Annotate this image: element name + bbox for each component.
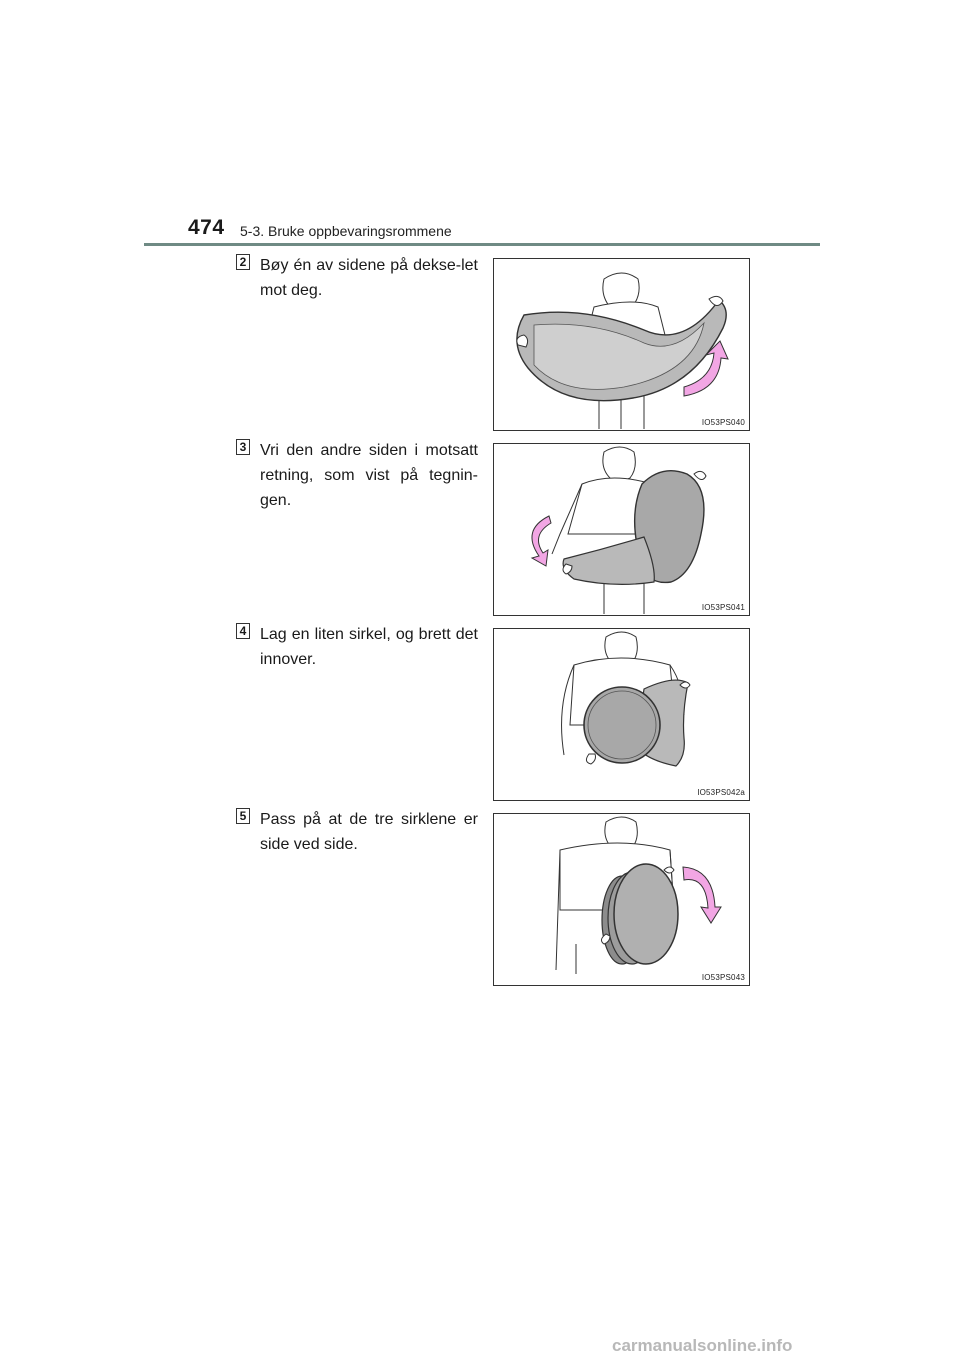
step-text-5: Pass på at de tre sirklene er side ved side.	[260, 811, 478, 853]
step-number-2: 2	[236, 254, 250, 270]
figure-code-4: IO53PS042a	[697, 788, 745, 797]
figure-step-2	[493, 258, 750, 431]
figure-step-5	[493, 813, 750, 986]
header-rule	[144, 243, 820, 246]
step-number-5: 5	[236, 808, 250, 824]
step-number-4: 4	[236, 623, 250, 639]
step-text-2: Bøy én av sidene på dekse-let mot deg.	[260, 257, 478, 299]
figure-step-4	[493, 628, 750, 801]
page-number: 474	[188, 216, 225, 239]
step-text-3: Vri den andre siden i motsatt retning, som vist på tegnin-gen.	[260, 442, 478, 509]
figure-step-3	[493, 443, 750, 616]
section-title: 5-3. Bruke oppbevaringsrommene	[240, 223, 452, 239]
step-number-3: 3	[236, 439, 250, 455]
figure-code-2: IO53PS040	[701, 418, 745, 427]
figure-code-3: IO53PS041	[701, 603, 745, 612]
figure-code-5: IO53PS043	[701, 973, 745, 982]
step-text-4: Lag en liten sirkel, og brett det innover.	[260, 626, 478, 668]
watermark: carmanualsonline.info	[612, 1336, 793, 1355]
